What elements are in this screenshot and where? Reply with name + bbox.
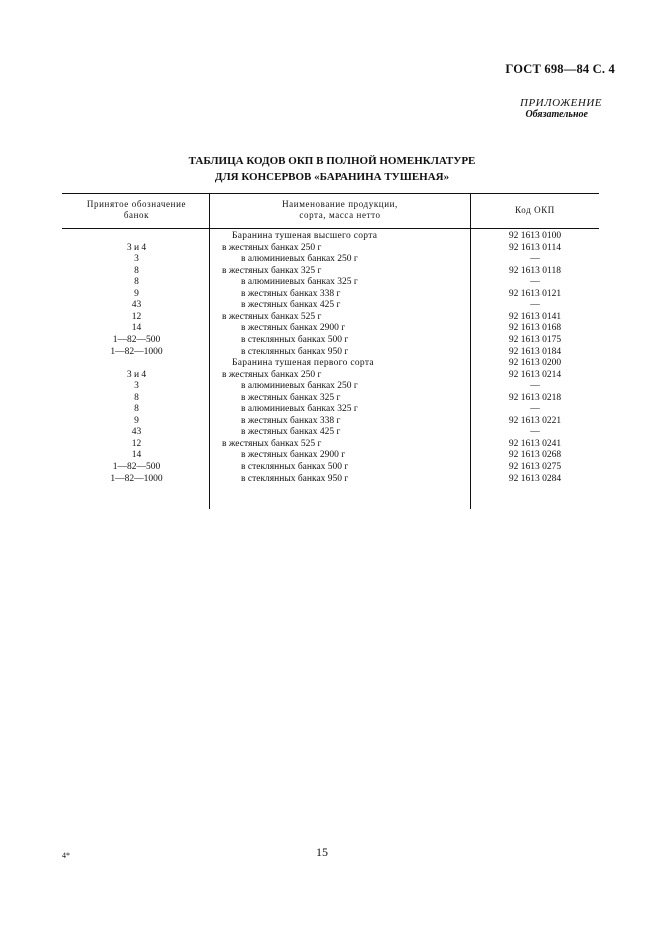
okp-code-cell: — (530, 404, 540, 415)
table-row (0, 231, 661, 243)
table-row (0, 450, 661, 462)
table-row (0, 358, 661, 370)
table-row (0, 427, 661, 439)
can-designation-cell: 43 (131, 427, 142, 438)
can-designation-cell: 8 (134, 404, 139, 415)
can-designation-cell: 8 (134, 265, 139, 276)
product-name-cell: в жестяных банках 425 г (241, 427, 341, 438)
product-name-cell: в алюминиевых банках 250 г (241, 381, 358, 392)
can-designation-cell: 1—82—500 (112, 462, 161, 472)
column-header-product (210, 199, 470, 221)
okp-code-cell: 92 1613 0218 (508, 392, 562, 403)
can-designation-cell: 8 (134, 392, 139, 403)
product-name-cell: в жестяных банках 425 г (241, 300, 341, 311)
can-designation-cell: 3 (134, 381, 139, 392)
page-number: 15 (316, 845, 328, 859)
table-row (0, 404, 661, 416)
footnote-mark: 4* (62, 851, 70, 860)
product-name-cell: в алюминиевых банках 325 г (241, 277, 358, 288)
table-row (0, 323, 661, 335)
okp-code-cell: — (530, 277, 540, 288)
table-top-rule (62, 193, 599, 194)
table-row (0, 277, 661, 289)
product-name-cell: в алюминиевых банках 250 г (241, 254, 358, 265)
can-designation-cell: 12 (131, 311, 142, 322)
can-designation-cell: 9 (134, 415, 139, 426)
table-row (0, 335, 661, 347)
product-name-cell: Баранина тушеная высшего сорта (232, 231, 378, 241)
okp-code-cell: 92 1613 0200 (508, 358, 562, 369)
okp-code-cell: 92 1613 0168 (508, 323, 562, 334)
okp-code-cell: 92 1613 0275 (508, 462, 562, 472)
can-designation-cell: 1—82—1000 (110, 473, 163, 484)
table-title-line-1: ТАБЛИЦА КОДОВ ОКП В ПОЛНОЙ НОМЕНКЛАТУРЕ (188, 155, 476, 167)
product-name-cell: в жестяных банках 338 г (241, 415, 341, 426)
okp-code-cell: 92 1613 0184 (508, 346, 562, 357)
okp-code-cell: 92 1613 0118 (509, 265, 561, 276)
product-name-cell: в жестяных банках 2900 г (241, 323, 346, 334)
okp-code-cell: — (530, 254, 540, 265)
can-designation-cell: 14 (131, 323, 142, 334)
okp-code-cell: 92 1613 0175 (508, 334, 562, 345)
product-name-cell: в алюминиевых банках 325 г (241, 404, 358, 415)
okp-code-cell: — (530, 381, 540, 392)
okp-code-cell: 92 1613 0141 (508, 311, 562, 322)
table-row (0, 289, 661, 301)
table-row (0, 266, 661, 278)
product-name-cell: в жестяных банках 2900 г (241, 450, 346, 461)
column-header-product-line-1: Наименование продукции, (282, 199, 398, 209)
table-row (0, 474, 661, 486)
standard-reference: ГОСТ 698—84 С. 4 (505, 62, 615, 76)
can-designation-cell: 3 и 4 (126, 242, 147, 253)
column-header-okp-code (471, 205, 599, 216)
table-row (0, 393, 661, 405)
column-header-designation (64, 199, 209, 221)
appendix-status: Обязательное (525, 109, 588, 120)
table-row (0, 370, 661, 382)
product-name-cell: в стеклянных банках 950 г (241, 346, 349, 357)
column-header-designation-line-2: банок (123, 210, 150, 220)
okp-code-cell: 92 1613 0241 (508, 438, 562, 449)
table-title-line-2: ДЛЯ КОНСЕРВОВ «БАРАНИНА ТУШЕНАЯ» (214, 171, 450, 183)
table-row (0, 254, 661, 266)
table-row (0, 243, 661, 255)
product-name-cell: в жестяных банках 250 г (222, 242, 322, 253)
product-name-cell: в стеклянных банках 500 г (241, 334, 349, 345)
okp-code-cell: 92 1613 0114 (509, 242, 561, 253)
product-name-cell: Баранина тушеная первого сорта (232, 358, 374, 369)
appendix-label: ПРИЛОЖЕНИЕ (520, 97, 602, 109)
can-designation-cell: 1—82—1000 (110, 346, 163, 357)
okp-code-cell: 92 1613 0121 (508, 288, 562, 299)
table-header-rule (62, 228, 599, 229)
okp-code-cell: 92 1613 0268 (508, 450, 562, 461)
column-header-designation-line-1: Принятое обозначение (86, 199, 187, 209)
product-name-cell: в жестяных банках 325 г (241, 392, 341, 403)
can-designation-cell: 3 (134, 254, 139, 265)
product-name-cell: в жестяных банках 525 г (222, 438, 322, 449)
can-designation-cell: 12 (131, 438, 142, 449)
table-row (0, 381, 661, 393)
product-name-cell: в жестяных банках 338 г (241, 288, 341, 299)
okp-code-cell: 92 1613 0284 (508, 473, 562, 484)
can-designation-cell: 9 (134, 288, 139, 299)
table-row (0, 347, 661, 359)
okp-code-cell: — (530, 427, 540, 438)
okp-code-cell: 92 1613 0214 (508, 369, 562, 380)
okp-code-cell: 92 1613 0221 (508, 415, 562, 426)
can-designation-cell: 1—82—500 (112, 334, 161, 345)
product-name-cell: в жестяных банках 325 г (222, 265, 322, 276)
table-row (0, 439, 661, 451)
can-designation-cell: 43 (131, 300, 142, 311)
column-header-okp-code-label: Код ОКП (515, 205, 555, 215)
product-name-cell: в стеклянных банках 950 г (241, 473, 349, 484)
can-designation-cell: 14 (131, 450, 142, 461)
okp-code-cell: — (530, 300, 540, 311)
product-name-cell: в стеклянных банках 500 г (241, 462, 349, 472)
okp-code-cell: 92 1613 0100 (508, 231, 562, 241)
product-name-cell: в жестяных банках 250 г (222, 369, 322, 380)
table-row (0, 300, 661, 312)
table-row (0, 416, 661, 428)
can-designation-cell: 3 и 4 (126, 369, 147, 380)
can-designation-cell: 8 (134, 277, 139, 288)
product-name-cell: в жестяных банках 525 г (222, 311, 322, 322)
table-row (0, 312, 661, 324)
column-header-product-line-2: сорта, масса нетто (299, 210, 381, 220)
table-row (0, 462, 661, 474)
